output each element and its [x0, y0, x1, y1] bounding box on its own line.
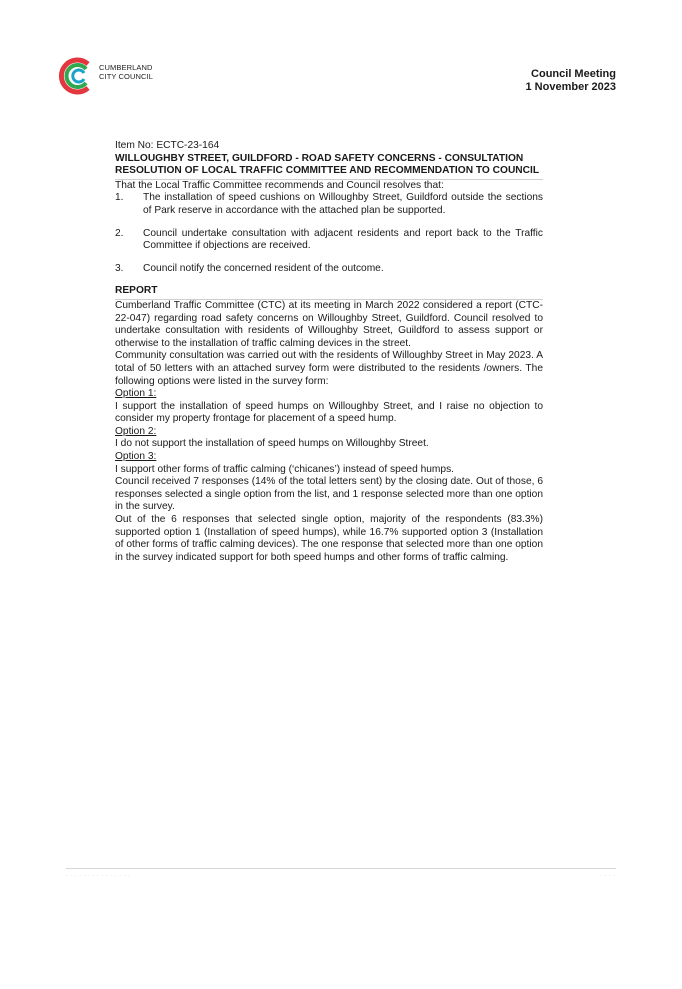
- resolution-list: [115, 192, 543, 275]
- resolution-item-number: 2.: [115, 227, 124, 239]
- footer-divider: [66, 868, 616, 869]
- resolution-intro: That the Local Traffic Committee recommends and Council resolves that:: [115, 179, 444, 191]
- resolution-item-text: Council undertake consultation with adjacent residents and report back to the Traffic Committee if objections are received.: [143, 227, 543, 252]
- logo-line-1: CUMBERLAND: [99, 63, 153, 72]
- resolution-item: [115, 228, 543, 253]
- option-text: I support the installation of speed humps on Willoughby Street, and I raise no objection to consider my property frontage for placement of a speed hump.: [115, 400, 543, 425]
- council-logo: [58, 56, 168, 96]
- meeting-title: Council Meeting: [531, 68, 616, 80]
- resolution-item-number: 1.: [115, 192, 124, 204]
- option-label: Option 2:: [115, 425, 157, 437]
- cumberland-c-logo-icon: [58, 56, 98, 96]
- report-heading: REPORT: [115, 285, 543, 300]
- logo-text: [99, 64, 153, 81]
- option-text: I support other forms of traffic calming (‘chicanes’) instead of speed humps.: [115, 463, 454, 475]
- logo-line-2: CITY COUNCIL: [99, 71, 153, 81]
- footer-right-text: · · · ·: [600, 873, 616, 878]
- item-title: WILLOUGHBY STREET, GUILDFORD - ROAD SAFETY CONCERNS - CONSULTATION: [115, 152, 524, 164]
- resolution-item: [115, 263, 543, 276]
- option-label: Option 1:: [115, 388, 157, 400]
- resolution-heading: RESOLUTION OF LOCAL TRAFFIC COMMITTEE AND RECOMMENDATION TO COUNCIL: [115, 165, 543, 180]
- option-text: I do not support the installation of speed humps on Willoughby Street.: [115, 438, 429, 450]
- option-label: Option 3:: [115, 451, 157, 463]
- document-body: [115, 140, 543, 564]
- report-paragraph: Community consultation was carried out with the residents of Willoughby Street in May 2023. A total of 50 letters with an attached survey form were distributed to the residents /owners. The following options were listed in the survey form:: [115, 350, 543, 387]
- resolution-item-text: The installation of speed cushions on Willoughby Street, Guildford outside the sections of Park reserve in accordance with the attached plan be supported.: [143, 192, 543, 216]
- footer-left-text: · · · · · · · · · · · · · · ·: [66, 873, 131, 878]
- resolution-item-text: Council notify the concerned resident of the outcome.: [143, 262, 384, 274]
- resolution-item-number: 3.: [115, 262, 124, 274]
- resolution-item: [115, 192, 543, 217]
- meeting-header: [526, 68, 617, 94]
- report-paragraph: Out of the 6 responses that selected single option, majority of the respondents (83.3%) supported option 1 (Installation of speed humps), while 16.7% supported option 3 (Installation of other forms of traffic calming devices). The one response that selected more than one option in the survey indicated support for both speed humps and other forms of traffic calming.: [115, 514, 543, 563]
- meeting-date: 1 November 2023: [525, 81, 616, 93]
- report-paragraph: Cumberland Traffic Committee (CTC) at its meeting in March 2022 considered a report (CTC-22-047) regarding road safety concerns on Willoughby Street, Guildford. Council resolved to undertake consultation with residents of Willoughby Street, Guildford to assess support or otherwise to the installation of traffic calming devices in the street.: [115, 299, 543, 349]
- report-paragraph: Council received 7 responses (14% of the total letters sent) by the closing date. Out of those, 6 responses selected a single option from the list, and 1 response selected more than one option in the survey.: [115, 476, 543, 513]
- item-number: Item No: ECTC-23-164: [115, 140, 220, 151]
